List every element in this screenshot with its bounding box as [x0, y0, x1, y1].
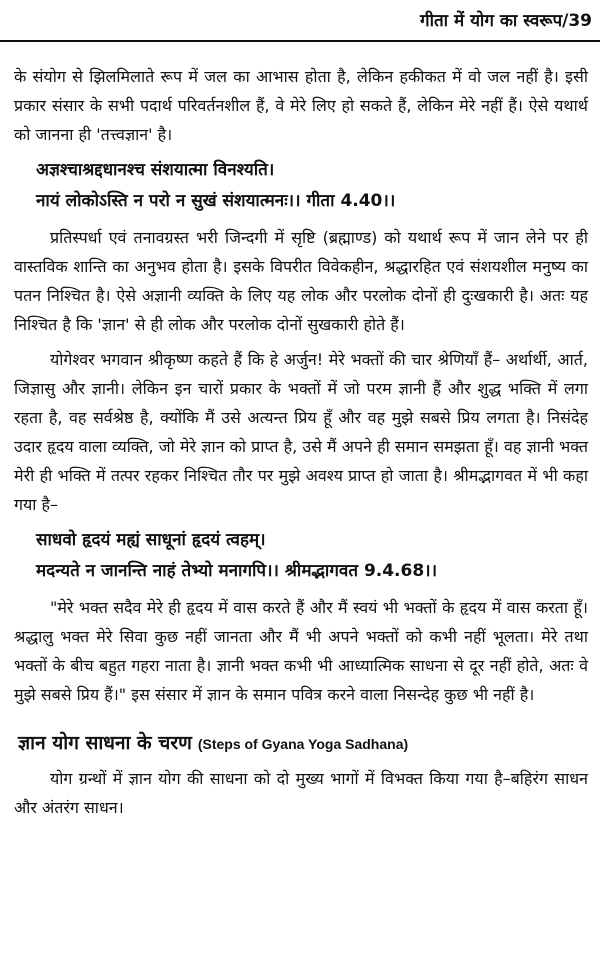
page-header: [0, 0, 600, 42]
bhagavat-verse-line-2: मदन्यते न जानन्ति नाहं तेभ्यो मनागपि।। श्रीमद्भागवत 9.4.68।।: [36, 561, 438, 581]
paragraph-4: "मेरे भक्त सदैव मेरे ही हृदय में वास करते हैं और मैं स्वयं भी भक्तों के हृदय में वास करता हूँ। श्रद्धालु भक्त मेरे सिवा कुछ नहीं जानता और मैं भी अपने भक्तों को कभी नहीं भूलता। मेरे तथा भक्तों के बीच बहुत गहरा नाता है। ज्ञानी भक्त कभी भी आध्यात्मिक साधना से दूर नहीं होते, अतः वे मुझे सबसे प्रिय हैं।" इस संसार में ज्ञान के समान पवित्र करने वाला निसन्देह कुछ भी नहीं है।: [14, 598, 588, 704]
paragraph-2: प्रतिस्पर्धा एवं तनावग्रस्त भरी जिन्दगी में सृष्टि (ब्रह्माण्ड) को यथार्थ रूप में जान लेने पर ही वास्तविक शान्ति का अनुभव होता है। इसके विपरीत विवेकहीन, श्रद्धारहित एवं संशयशील मनुष्य का पतन निश्चित है। ऐसे अज्ञानी व्यक्ति के लिए यह लोक और परलोक दोनों ही दुःखकारी है। अतः यह निश्चित है कि 'ज्ञान' से ही लोक और परलोक दोनों सुखकारी होते हैं।: [14, 228, 588, 334]
page-body: [14, 62, 588, 828]
paragraph-1: के संयोग से झिलमिलाते रूप में जल का आभास होता है, लेकिन हकीकत में वो जल नहीं है। इसी प्रकार संसार के सभी पदार्थ परिवर्तनशील हैं, वे मेरे लिए हो सकते हैं, लेकिन मेरे नहीं हैं। ऐसे यथार्थ को जानना ही 'तत्त्वज्ञान' है।: [14, 67, 588, 144]
section-heading-english: (Steps of Gyana Yoga Sadhana): [197, 736, 409, 752]
bhagavat-verse-line-1: साधवो हृदयं मह्यं साधूनां हृदयं त्वहम्।: [36, 530, 266, 550]
running-header-title: गीता में योग का स्वरूप/39: [420, 11, 592, 31]
paragraph-3: योगेश्वर भगवान श्रीकृष्ण कहते हैं कि हे अर्जुन! मेरे भक्तों की चार श्रेणियाँ हैं– अर्थार्थी, आर्त, जिज्ञासु और ज्ञानी। लेकिन इन चारों प्रकार के भक्तों में जो परम ज्ञानी हैं और शुद्ध भक्ति में लगा रहता है, वह सर्वश्रेष्ठ है, क्योंकि मैं उसे अत्यन्त प्रिय हूँ और वह मुझे सबसे प्रिय लगता है। निसंदेह उदार हृदय वाला व्यक्ति, जो मेरे ज्ञान को प्राप्त है, उसे मैं अपने ही समान समझता हूँ। वह ज्ञानी भक्त मेरी ही भक्ति में तत्पर रहकर निश्चित तौर पर मुझे अवश्य प्राप्त हो जाता है। श्रीमद्भागवत में भी कहा गया है–: [14, 350, 588, 514]
paragraph-5: योग ग्रन्थों में ज्ञान योग की साधना को दो मुख्य भागों में विभक्त किया गया है–बहिरंग साधन और अंतरंग साधन।: [14, 769, 588, 817]
section-heading-hindi: ज्ञान योग साधना के चरण: [18, 732, 192, 754]
gita-verse-line-2: नायं लोकोऽस्ति न परो न सुखं संशयात्मनः।। गीता 4.40।।: [36, 191, 396, 211]
gita-verse-block: [14, 155, 588, 217]
section-heading: [18, 727, 588, 760]
bhagavat-verse-block: [14, 525, 588, 587]
gita-verse-line-1: अज्ञश्चाश्रद्दधानश्च संशयात्मा विनश्यति।: [36, 160, 275, 180]
